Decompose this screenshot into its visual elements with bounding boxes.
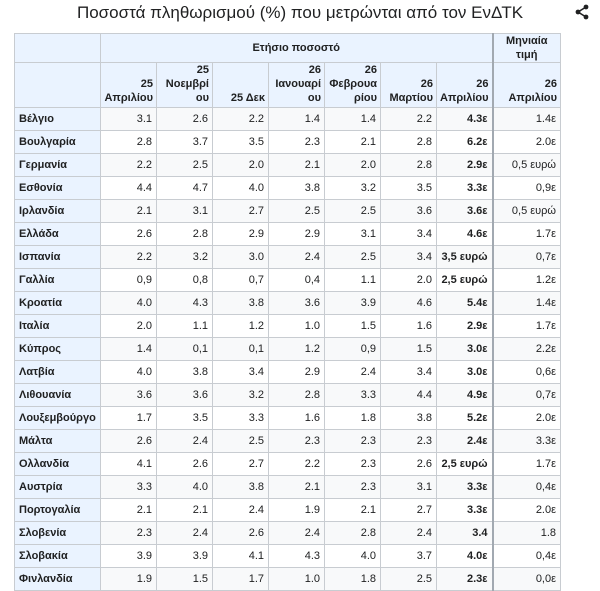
table-cell: 2.4 xyxy=(269,246,325,269)
table-cell: 2.3 xyxy=(325,453,381,476)
table-cell: 2.2 xyxy=(101,246,157,269)
table-row xyxy=(15,545,561,568)
table-cell: 3.9 xyxy=(157,545,213,568)
table-cell: 3.8 xyxy=(213,476,269,499)
table-cell: 2.7 xyxy=(213,200,269,223)
table-cell: 0,5 ευρώ xyxy=(493,154,561,177)
table-cell: 2.8 xyxy=(381,154,437,177)
table-cell: 1.0 xyxy=(269,568,325,591)
table-cell: 2.5 xyxy=(325,246,381,269)
table-row xyxy=(15,108,561,131)
country-name: Εσθονία xyxy=(15,177,101,200)
table-cell: 1.4 xyxy=(101,338,157,361)
table-title: Ποσοστά πληθωρισμού (%) που μετρώνται από τον ΕνΔΤΚ xyxy=(76,3,524,22)
table-cell: 3.6ε xyxy=(437,200,493,223)
table-row xyxy=(15,131,561,154)
country-name: Πορτογαλία xyxy=(15,499,101,522)
table-cell: 3.8 xyxy=(269,177,325,200)
group-header-monthly: Μηνιαία τιμή xyxy=(493,34,561,63)
table-cell: 2.8 xyxy=(381,131,437,154)
table-cell: 3.3ε xyxy=(493,430,561,453)
table-cell: 4.3 xyxy=(157,292,213,315)
share-icon[interactable] xyxy=(574,4,590,20)
table-cell: 4.4 xyxy=(101,177,157,200)
table-row xyxy=(15,223,561,246)
table-cell: 3.5 xyxy=(213,131,269,154)
table-cell: 5.2ε xyxy=(437,407,493,430)
table-cell: 0,1 xyxy=(157,338,213,361)
table-cell: 0,7ε xyxy=(493,384,561,407)
table-cell: 2,5 ευρώ xyxy=(437,453,493,476)
table-cell: 2.0ε xyxy=(493,499,561,522)
table-cell: 3.3ε xyxy=(437,177,493,200)
table-cell: 4.0 xyxy=(325,545,381,568)
country-name: Ιταλία xyxy=(15,315,101,338)
table-cell: 3.6 xyxy=(269,292,325,315)
table-cell: 1.9 xyxy=(101,568,157,591)
table-cell: 2.5 xyxy=(213,430,269,453)
table-cell: 0,8 xyxy=(157,269,213,292)
table-cell: 0,5 ευρώ xyxy=(493,200,561,223)
table-cell: 2.7 xyxy=(213,453,269,476)
column-header: 26 Απριλίου xyxy=(437,63,493,108)
table-cell: 4.7 xyxy=(157,177,213,200)
table-cell: 1.1 xyxy=(157,315,213,338)
table-row xyxy=(15,269,561,292)
corner-cell xyxy=(15,63,101,108)
table-cell: 2.9 xyxy=(269,361,325,384)
table-row xyxy=(15,499,561,522)
table-cell: 0,9ε xyxy=(493,177,561,200)
table-cell: 2.3 xyxy=(325,430,381,453)
table-row xyxy=(15,361,561,384)
table-row xyxy=(15,338,561,361)
table-cell: 2.8 xyxy=(157,223,213,246)
table-cell: 2.6 xyxy=(381,453,437,476)
table-cell: 3.2 xyxy=(213,384,269,407)
table-cell: 2.9 xyxy=(269,223,325,246)
table-cell: 3.6 xyxy=(101,384,157,407)
table-cell: 0,4 xyxy=(269,269,325,292)
table-cell: 2.0 xyxy=(381,269,437,292)
table-row xyxy=(15,430,561,453)
table-cell: 2.5 xyxy=(269,200,325,223)
table-cell: 2.2 xyxy=(101,154,157,177)
table-cell: 2.1 xyxy=(325,499,381,522)
table-cell: 2.3 xyxy=(269,430,325,453)
table-cell: 3.0ε xyxy=(437,338,493,361)
country-name: Ελλάδα xyxy=(15,223,101,246)
table-cell: 0,6ε xyxy=(493,361,561,384)
table-cell: 1.8 xyxy=(493,522,561,545)
table-row xyxy=(15,292,561,315)
table-cell: 1.7 xyxy=(101,407,157,430)
table-cell: 3.7 xyxy=(157,131,213,154)
table-cell: 2.2 xyxy=(269,453,325,476)
country-name: Γαλλία xyxy=(15,269,101,292)
country-name: Λατβία xyxy=(15,361,101,384)
table-cell: 4.0 xyxy=(213,177,269,200)
table-cell: 1.4ε xyxy=(493,292,561,315)
table-cell: 2.1 xyxy=(269,476,325,499)
table-cell: 1.7ε xyxy=(493,223,561,246)
table-cell: 3.9 xyxy=(325,292,381,315)
table-cell: 1.1 xyxy=(325,269,381,292)
table-cell: 3.6 xyxy=(157,384,213,407)
table-row xyxy=(15,476,561,499)
table-row xyxy=(15,568,561,591)
table-cell: 2.3 xyxy=(381,430,437,453)
country-name: Σλοβακία xyxy=(15,545,101,568)
table-cell: 3.6 xyxy=(381,200,437,223)
table-cell: 4.1 xyxy=(213,545,269,568)
table-cell: 2.2 xyxy=(381,108,437,131)
table-cell: 3.5 xyxy=(381,177,437,200)
table-cell: 3.3 xyxy=(101,476,157,499)
table-cell: 3.1 xyxy=(381,476,437,499)
column-header: 25 Δεκ xyxy=(213,63,269,108)
table-row xyxy=(15,246,561,269)
table-row xyxy=(15,453,561,476)
table-cell: 4.3 xyxy=(269,545,325,568)
table-cell: 2.0ε xyxy=(493,407,561,430)
table-cell: 3.3ε xyxy=(437,499,493,522)
table-cell: 2.4 xyxy=(157,522,213,545)
table-cell: 2.4 xyxy=(157,430,213,453)
country-name: Κροατία xyxy=(15,292,101,315)
table-cell: 4.4 xyxy=(381,384,437,407)
table-cell: 1.6 xyxy=(381,315,437,338)
table-cell: 2.0ε xyxy=(493,131,561,154)
corner-cell xyxy=(15,34,101,63)
table-cell: 1.7ε xyxy=(493,453,561,476)
table-cell: 1.5 xyxy=(325,315,381,338)
table-cell: 2.0 xyxy=(213,154,269,177)
table-cell: 1.7 xyxy=(213,568,269,591)
table-cell: 2.8 xyxy=(101,131,157,154)
table-cell: 2.2ε xyxy=(493,338,561,361)
table-cell: 2.6 xyxy=(157,108,213,131)
table-cell: 2.4 xyxy=(213,499,269,522)
country-name: Ιρλανδία xyxy=(15,200,101,223)
country-name: Ισπανία xyxy=(15,246,101,269)
table-cell: 1.0 xyxy=(269,315,325,338)
table-cell: 3.1 xyxy=(101,108,157,131)
table-cell: 3.9 xyxy=(101,545,157,568)
table-cell: 3.8 xyxy=(213,292,269,315)
table-cell: 3.3 xyxy=(325,384,381,407)
column-header: 26 Φεβρουα ρίου xyxy=(325,63,381,108)
table-cell: 0,9 xyxy=(325,338,381,361)
table-cell: 2.0 xyxy=(325,154,381,177)
table-row xyxy=(15,154,561,177)
table-cell: 3.1 xyxy=(325,223,381,246)
table-cell: 0,1 xyxy=(213,338,269,361)
table-cell: 3.4 xyxy=(381,223,437,246)
table-cell: 4.6 xyxy=(381,292,437,315)
table-cell: 4.3ε xyxy=(437,108,493,131)
table-cell: 0,7 xyxy=(213,269,269,292)
table-cell: 3.2 xyxy=(325,177,381,200)
table-row xyxy=(15,384,561,407)
table-cell: 1.9 xyxy=(269,499,325,522)
table-cell: 2.3 xyxy=(101,522,157,545)
table-cell: 2.5 xyxy=(157,154,213,177)
table-cell: 0,9 xyxy=(101,269,157,292)
country-name: Λουξεμβούργο xyxy=(15,407,101,430)
table-cell: 2.6 xyxy=(101,223,157,246)
table-cell: 2.1 xyxy=(269,154,325,177)
table-cell: 3.3ε xyxy=(437,476,493,499)
table-cell: 2.5 xyxy=(381,568,437,591)
table-cell: 2.4 xyxy=(381,522,437,545)
table-cell: 2.1 xyxy=(101,499,157,522)
table-cell: 3.3 xyxy=(213,407,269,430)
country-name: Γερμανία xyxy=(15,154,101,177)
table-cell: 0,4ε xyxy=(493,545,561,568)
table-row xyxy=(15,407,561,430)
table-cell: 2.4 xyxy=(269,522,325,545)
table-cell: 3.4 xyxy=(381,361,437,384)
country-name: Λιθουανία xyxy=(15,384,101,407)
country-name: Ολλανδία xyxy=(15,453,101,476)
table-cell: 3.4 xyxy=(437,522,493,545)
table-cell: 3.5 xyxy=(157,407,213,430)
table-cell: 3.0ε xyxy=(437,361,493,384)
table-cell: 4.0 xyxy=(157,476,213,499)
table-cell: 1.2 xyxy=(213,315,269,338)
table-cell: 3,5 ευρώ xyxy=(437,246,493,269)
country-name: Αυστρία xyxy=(15,476,101,499)
table-cell: 2,5 ευρώ xyxy=(437,269,493,292)
table-cell: 2.1 xyxy=(101,200,157,223)
table-cell: 0,0ε xyxy=(493,568,561,591)
table-cell: 2.3ε xyxy=(437,568,493,591)
country-name: Φινλανδία xyxy=(15,568,101,591)
table-cell: 1.5 xyxy=(157,568,213,591)
table-cell: 1.7ε xyxy=(493,315,561,338)
table-cell: 2.9ε xyxy=(437,154,493,177)
table-cell: 2.1 xyxy=(157,499,213,522)
table-cell: 2.0 xyxy=(101,315,157,338)
column-header: 26 Ιανουαρί ου xyxy=(269,63,325,108)
table-cell: 3.4 xyxy=(213,361,269,384)
table-cell: 3.8 xyxy=(381,407,437,430)
column-header: 26 Μαρτίου xyxy=(381,63,437,108)
table-cell: 2.5 xyxy=(325,200,381,223)
table-cell: 1.5 xyxy=(381,338,437,361)
table-cell: 1.2 xyxy=(269,338,325,361)
table-cell: 4.9ε xyxy=(437,384,493,407)
table-cell: 2.4ε xyxy=(437,430,493,453)
table-row xyxy=(15,315,561,338)
table-cell: 2.6 xyxy=(157,453,213,476)
table-cell: 2.6 xyxy=(213,522,269,545)
table-cell: 2.9ε xyxy=(437,315,493,338)
table-cell: 2.4 xyxy=(325,361,381,384)
table-cell: 1.8 xyxy=(325,407,381,430)
table-cell: 6.2ε xyxy=(437,131,493,154)
table-cell: 3.7 xyxy=(381,545,437,568)
table-cell: 0,7ε xyxy=(493,246,561,269)
table-cell: 3.4 xyxy=(381,246,437,269)
table-cell: 4.6ε xyxy=(437,223,493,246)
column-header: 25 Νοεμβρί ου xyxy=(157,63,213,108)
table-cell: 2.1 xyxy=(325,131,381,154)
table-cell: 3.2 xyxy=(157,246,213,269)
table-cell: 1.4 xyxy=(325,108,381,131)
table-cell: 1.4ε xyxy=(493,108,561,131)
table-cell: 4.0 xyxy=(101,361,157,384)
table-cell: 4.1 xyxy=(101,453,157,476)
table-cell: 2.7 xyxy=(381,499,437,522)
table-cell: 4.0 xyxy=(101,292,157,315)
table-cell: 1.2ε xyxy=(493,269,561,292)
column-header: 25 Απριλίου xyxy=(101,63,157,108)
table-cell: 3.1 xyxy=(157,200,213,223)
table-cell: 4.0ε xyxy=(437,545,493,568)
country-name: Σλοβενία xyxy=(15,522,101,545)
table-cell: 2.8 xyxy=(325,522,381,545)
table-cell: 2.6 xyxy=(101,430,157,453)
table-cell: 3.8 xyxy=(157,361,213,384)
table-row xyxy=(15,177,561,200)
table-row xyxy=(15,200,561,223)
table-cell: 2.3 xyxy=(325,476,381,499)
table-cell: 1.6 xyxy=(269,407,325,430)
group-header-annual: Ετήσιο ποσοστό xyxy=(101,34,493,63)
table-cell: 0,4ε xyxy=(493,476,561,499)
table-cell: 2.2 xyxy=(213,108,269,131)
table-cell: 1.8 xyxy=(325,568,381,591)
table-cell: 5.4ε xyxy=(437,292,493,315)
table-row xyxy=(15,522,561,545)
country-name: Κύπρος xyxy=(15,338,101,361)
table-cell: 2.8 xyxy=(269,384,325,407)
table-cell: 3.0 xyxy=(213,246,269,269)
table-cell: 2.9 xyxy=(213,223,269,246)
country-name: Μάλτα xyxy=(15,430,101,453)
inflation-table xyxy=(14,33,561,591)
table-cell: 1.4 xyxy=(269,108,325,131)
country-name: Βέλγιο xyxy=(15,108,101,131)
table-cell: 2.3 xyxy=(269,131,325,154)
country-name: Βουλγαρία xyxy=(15,131,101,154)
column-header: 26 Απριλίου xyxy=(493,63,561,108)
